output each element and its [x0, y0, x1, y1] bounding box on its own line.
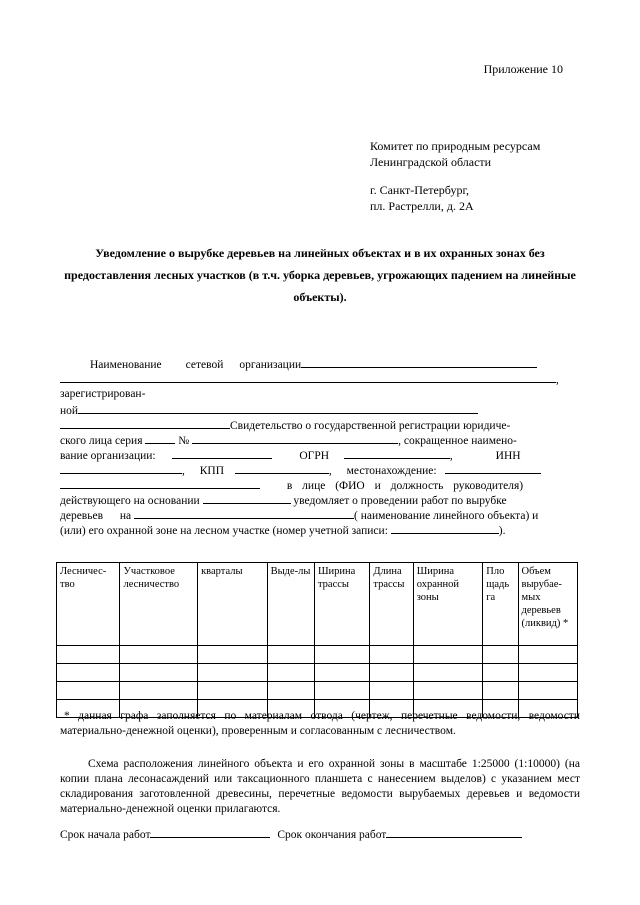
- location-field[interactable]: [445, 462, 541, 474]
- recipient-name: Комитет по природным ресурсам: [370, 139, 541, 153]
- footnote: * данная графа заполняется по материалам отвода (чертеж, перечетные ведомости, ведомости материально-денежной оценки), проверенным и согласованным с лесничеством.: [60, 710, 580, 737]
- basis-field[interactable]: [203, 492, 291, 504]
- document-title: Уведомление о вырубке деревьев на линейных объектах и в их охранных зонах без предоставления лесных участков (в т.ч. уборка деревьев, угрожающих падением на линейные объекты).: [64, 246, 576, 304]
- col-route-length: Длина трассы: [370, 563, 413, 646]
- recipient-city: г. Санкт-Петербург,: [370, 183, 470, 197]
- col-zone-width: Ширина охранной зоны: [413, 563, 483, 646]
- appendix-label: Приложение 10: [483, 62, 563, 76]
- org-name-field[interactable]: [301, 356, 537, 368]
- form-line-dates: Срок начала работ Срок окончания работ: [60, 826, 580, 843]
- object-field[interactable]: [134, 507, 354, 519]
- col-forestry: Лесничес-тво: [57, 563, 120, 646]
- table-row: [57, 664, 578, 682]
- form-line-zone: (или) его охранной зоне на лесном участке (номер учетной записи: ).: [60, 522, 580, 539]
- table-header-row: [57, 563, 578, 646]
- recipient-region: Ленинградской области: [370, 155, 492, 169]
- short-name-field[interactable]: [172, 447, 272, 459]
- registered-label-1: зарегистрирован-: [60, 388, 146, 400]
- end-date-field[interactable]: [386, 826, 522, 838]
- col-volume: Объем вырубае-мых деревьев (ликвид) *: [518, 563, 577, 646]
- col-route-width: Ширина трассы: [314, 563, 369, 646]
- form-line-person: в лице (ФИО и должность руководителя): [60, 477, 580, 494]
- number-field[interactable]: [192, 432, 398, 444]
- form-line-object: деревьев на ( наименование линейного объекта) и: [60, 507, 580, 524]
- form-line-short-name: вание организации: ОГРН , ИНН: [60, 447, 580, 464]
- table-row: [57, 682, 578, 700]
- col-district-forestry: Участковое лесничество: [120, 563, 198, 646]
- registered-field-2[interactable]: [60, 417, 230, 429]
- location-field-2[interactable]: [60, 477, 260, 489]
- form-line-continued: ,: [60, 371, 580, 388]
- recipient-street: пл. Растрелли, д. 2А: [370, 199, 474, 213]
- form-line-org-name: Наименование сетевой организации: [60, 356, 580, 373]
- table-row: [57, 646, 578, 664]
- start-date-field[interactable]: [150, 826, 270, 838]
- kpp-field[interactable]: [235, 462, 329, 474]
- record-number-field[interactable]: [391, 522, 499, 534]
- cutting-table: [56, 562, 578, 718]
- col-allotments: Выде-лы: [267, 563, 314, 646]
- registered-field[interactable]: [78, 402, 478, 414]
- series-field[interactable]: [145, 432, 175, 444]
- col-area: Пло щадь га: [483, 563, 518, 646]
- inn-field[interactable]: [60, 462, 182, 474]
- org-name-field-2[interactable]: [60, 371, 556, 383]
- form-line-series: ского лица серия № , сокращенное наимено-: [60, 432, 580, 449]
- scheme-note: Схема расположения линейного объекта и его охранной зоны в масштабе 1:25000 (1:10000) (на копии плана лесонасаждений или таксационного планшета с нанесением выделов) с указанием мест складирования заготовленной древесины, перечетные ведомости вырубаемых деревьев и ведомости материально-денежной оценки прилагаются.: [60, 758, 580, 815]
- form-line-inn: , КПП , местонахождение:: [60, 462, 580, 479]
- form-line-registered: ной: [60, 402, 580, 419]
- ogrn-field[interactable]: [344, 447, 450, 459]
- form-line-basis: действующего на основании уведомляет о проведении работ по вырубке: [60, 492, 580, 509]
- form-line-certificate: Свидетельство о государственной регистрации юридиче-: [60, 417, 580, 434]
- col-quarters: кварталы: [198, 563, 268, 646]
